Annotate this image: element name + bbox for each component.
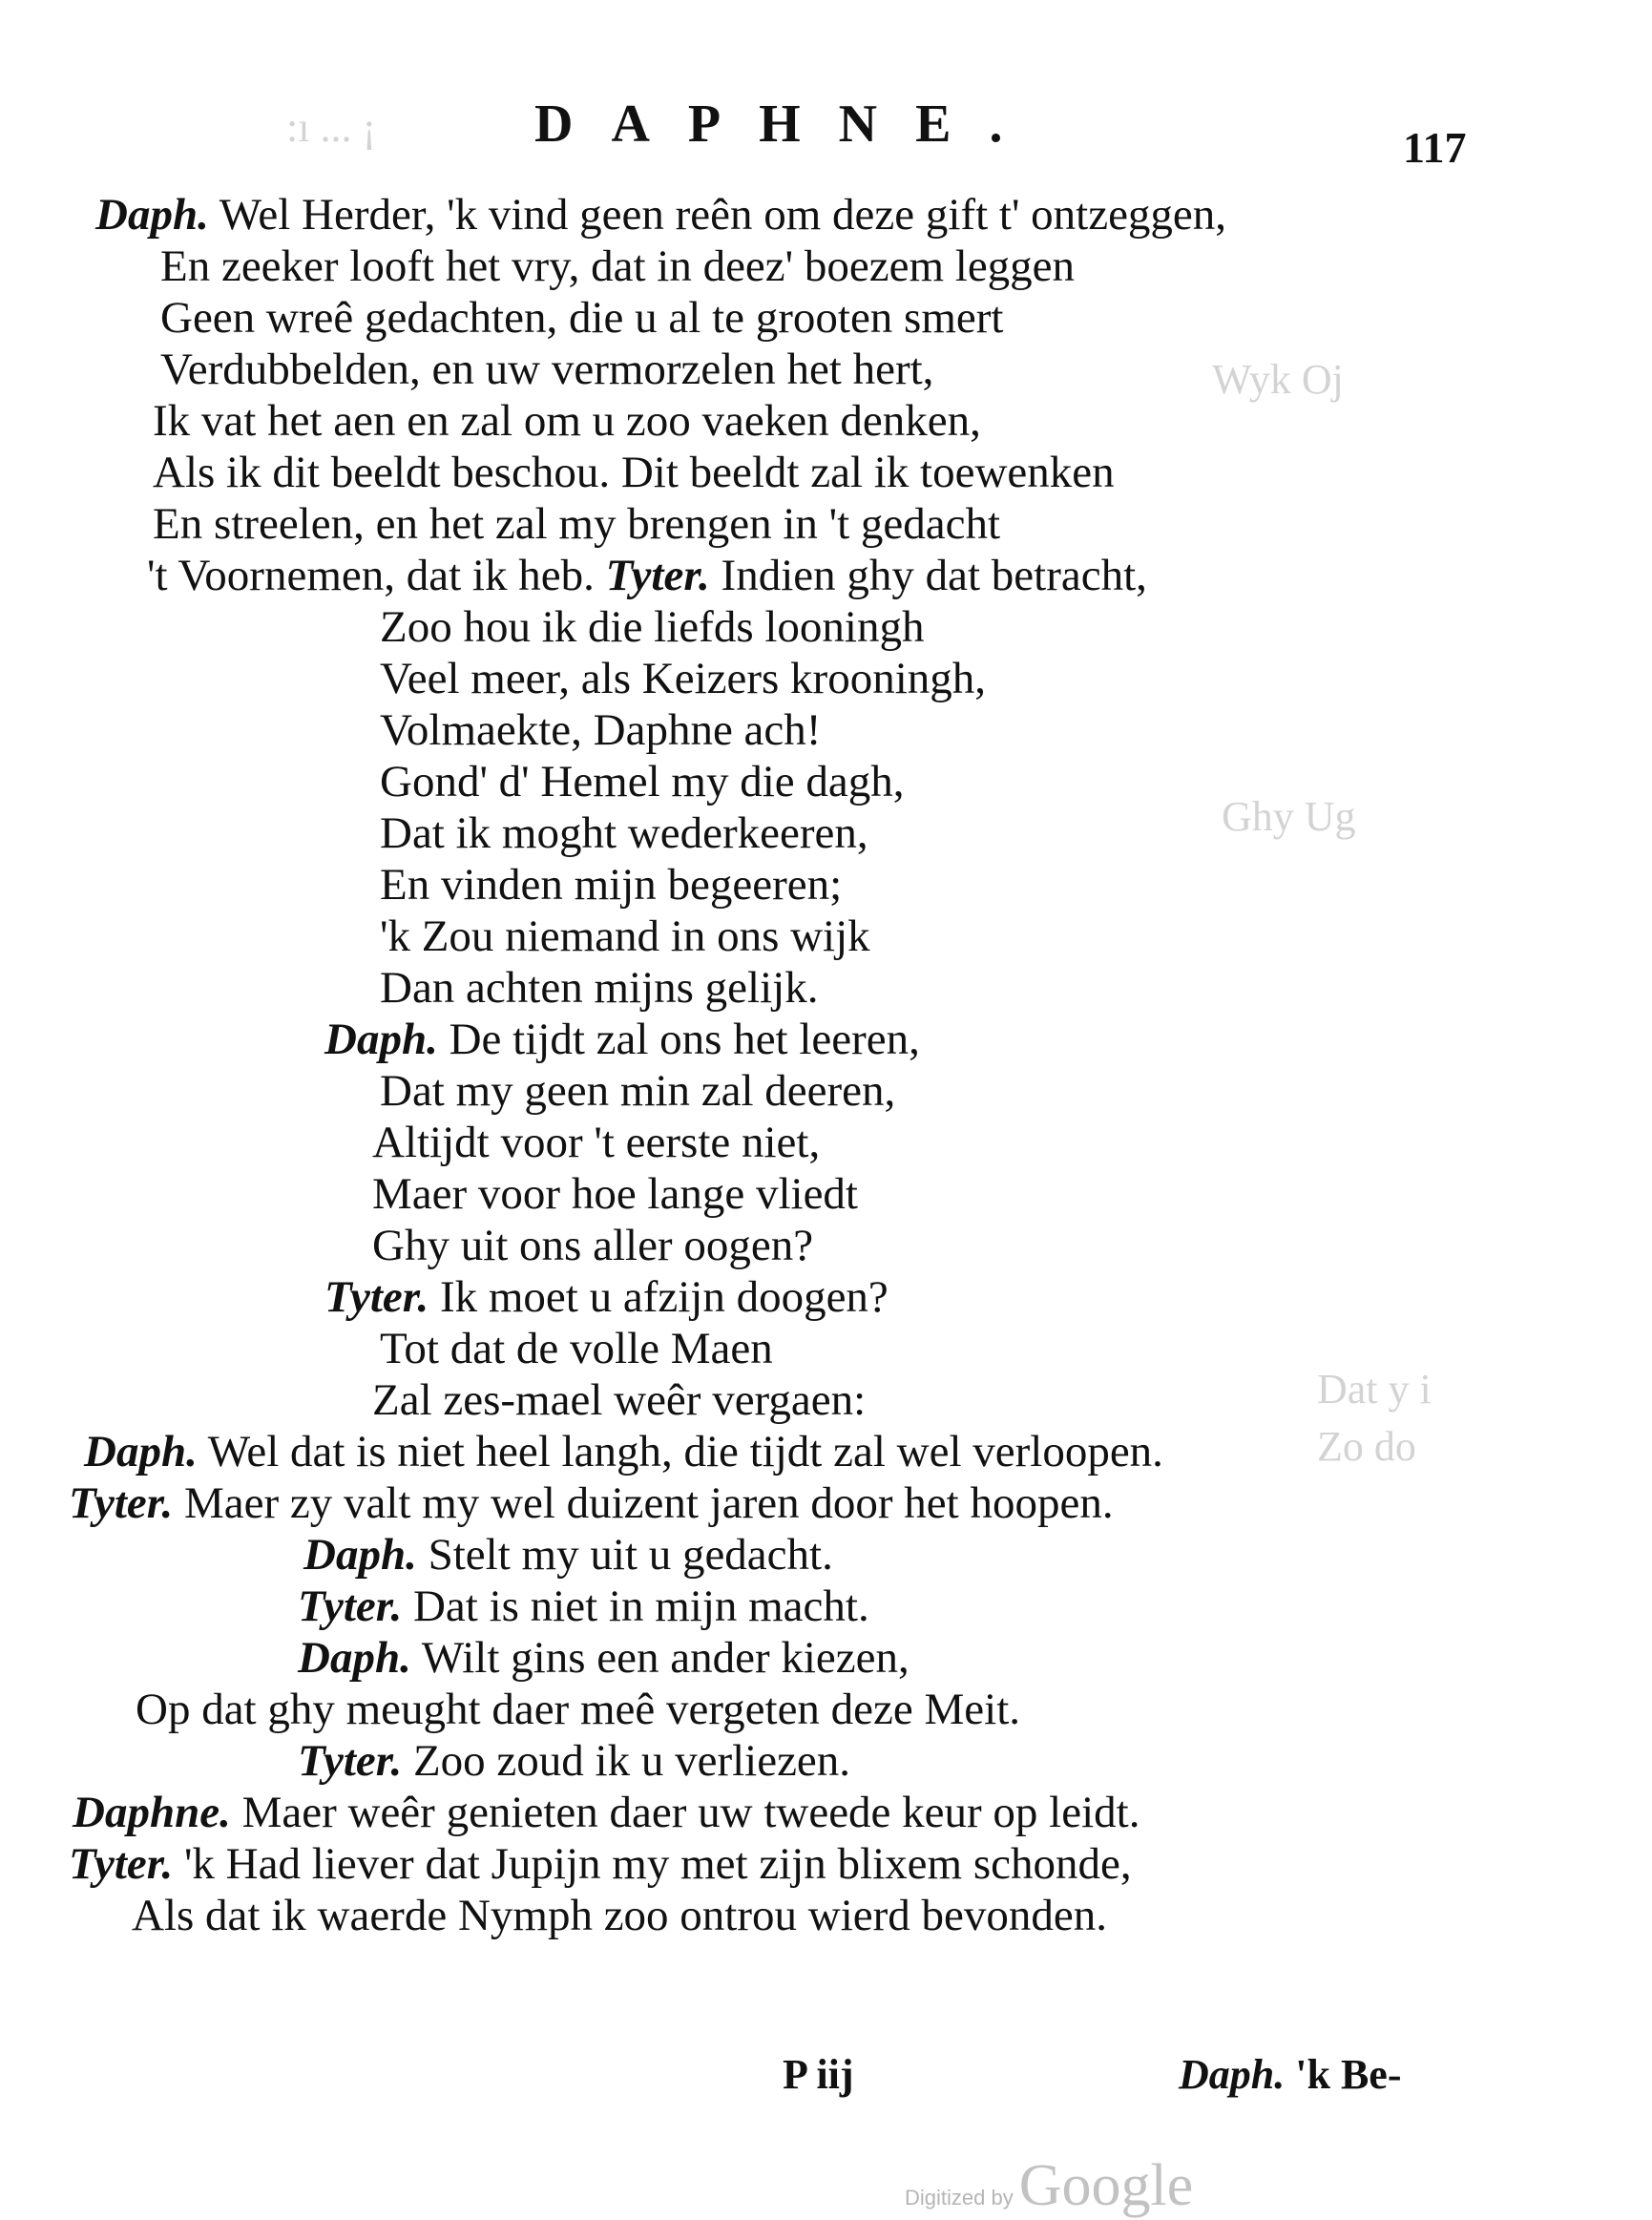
verse-text: En streelen, en het zal my brengen in 't gedacht <box>153 499 1001 549</box>
verse-text: Maer zy valt my wel duizent jaren door het hoopen. <box>183 1478 1114 1528</box>
speaker-name: Daph. <box>95 190 209 240</box>
verse-line <box>73 1787 1140 1838</box>
verse-text: Wel dat is niet heel langh, die tijdt zal wel verloopen. <box>207 1427 1163 1477</box>
verse-line <box>324 1271 889 1323</box>
verse-text: Zal zes-mael weêr vergaen: <box>372 1375 867 1425</box>
verse-line <box>324 1014 920 1065</box>
verse-line <box>136 1684 1020 1735</box>
verse-line <box>380 962 818 1014</box>
verse-text: Gond' d' Hemel my die dagh, <box>380 757 905 806</box>
verse-text: 't Voornemen, dat ik heb. <box>147 551 595 600</box>
verse-text: Verdubbelden, en uw vermorzelen het hert, <box>160 345 934 394</box>
verse-line <box>372 1220 813 1271</box>
verse-line <box>380 756 905 807</box>
verse-text: Altijdt voor 't eerste niet, <box>372 1118 821 1167</box>
verse-text: Dat is niet in mijn macht. <box>412 1581 869 1631</box>
verse-line <box>84 1426 1163 1477</box>
bleed-through-text: Zo do <box>1317 1423 1416 1470</box>
verse-line <box>380 601 924 653</box>
watermark-prefix: Digitized by <box>905 2186 1014 2210</box>
speaker-name: Tyter. <box>324 1272 429 1322</box>
speaker-name: Daph. <box>298 1633 411 1683</box>
bleed-through-text: Ghy Ug <box>1222 793 1356 840</box>
verse-line <box>69 1477 1114 1529</box>
verse-text: Maer voor hoe lange vliedt <box>372 1169 858 1219</box>
verse-line <box>380 1065 895 1117</box>
speaker-name: Daph. <box>303 1530 417 1580</box>
verse-text: En zeeker looft het vry, dat in deez' boezem leggen <box>160 241 1076 291</box>
verse-text: 'k Had liever dat Jupijn my met zijn blixem schonde, <box>183 1839 1132 1889</box>
speaker-name: Tyter. <box>69 1839 174 1889</box>
verse-text: Op dat ghy meught daer meê vergeten deze Meit. <box>136 1685 1021 1734</box>
verse-line <box>380 911 870 962</box>
speaker-name: Daph. <box>84 1427 198 1477</box>
verse-text: Dan achten mijns gelijk. <box>380 963 819 1013</box>
verse-text: 'k Zou niemand in ons wijk <box>380 911 870 961</box>
verse-text: Ik vat het aen en zal om u zoo vaeken denken, <box>153 396 981 446</box>
speaker-name: Tyter. <box>69 1478 174 1528</box>
bleed-through-text: Dat y i <box>1317 1366 1432 1413</box>
page-number: 117 <box>1403 123 1467 172</box>
verse-line <box>380 653 986 704</box>
digitized-watermark <box>905 2152 1193 2220</box>
verse-line <box>372 1117 820 1168</box>
speaker-name: Daph. <box>1179 2051 1286 2098</box>
google-logo: Google <box>1018 2153 1194 2218</box>
verse-text: Als dat ik waerde Nymph zoo ontrou wierd bevonden. <box>132 1891 1107 1940</box>
verse-line <box>380 1323 773 1374</box>
verse-text: Maer weêr genieten daer uw tweede keur op leidt. <box>241 1788 1140 1837</box>
verse-text: En vinden mijn begeeren; <box>380 860 843 910</box>
verse-text: Wel Herder, 'k vind geen reên om deze gift t' ontzeggen, <box>219 190 1227 240</box>
verse-line <box>95 189 1226 241</box>
verse-line <box>380 859 842 911</box>
verse-line <box>372 1168 858 1220</box>
verse-line <box>160 241 1075 292</box>
verse-line <box>372 1374 866 1426</box>
signature-mark: P iij <box>783 2051 854 2098</box>
speaker-name: Tyter. <box>298 1736 403 1786</box>
verse-text: Zoo zoud ik u verliezen. <box>412 1736 851 1786</box>
verse-line <box>298 1581 869 1632</box>
catchword-text: 'k Be- <box>1295 2051 1402 2098</box>
verse-line <box>153 395 981 447</box>
verse-line <box>160 292 1003 344</box>
verse-line <box>132 1890 1107 1941</box>
verse-line <box>380 704 821 756</box>
verse-text: Geen wreê gedachten, die u al te grooten smert <box>160 293 1004 343</box>
verse-text: Dat ik moght wederkeeren, <box>380 808 868 858</box>
verse-line <box>147 550 1147 601</box>
speaker-name: Tyter. <box>298 1581 403 1631</box>
verse-line <box>298 1735 850 1787</box>
verse-line <box>153 498 1000 550</box>
verse-text: Tot dat de volle Maen <box>380 1324 773 1373</box>
bleed-through-text: Wyk Oj <box>1212 356 1344 403</box>
verse-line <box>303 1529 833 1581</box>
verse-text: Zoo hou ik die liefds looningh <box>380 602 925 652</box>
verse-line <box>69 1838 1132 1890</box>
verse-text: Wilt gins een ander kiezen, <box>421 1633 910 1683</box>
verse-text: Als ik dit beeldt beschou. Dit beeldt zal ik toewenken <box>153 448 1115 497</box>
verse-text: Stelt my uit u gedacht. <box>428 1530 833 1580</box>
verse-line <box>380 807 868 859</box>
verse-line <box>298 1632 910 1684</box>
speaker-name: Daph. <box>324 1015 438 1064</box>
verse-text: De tijdt zal ons het leeren, <box>449 1015 920 1064</box>
verse-text: Ghy uit ons aller oogen? <box>372 1221 814 1270</box>
bleed-through-text: :ı ... ¡ <box>286 104 377 151</box>
verse-text: Veel meer, als Keizers krooningh, <box>380 654 987 703</box>
speaker-name: Tyter. <box>605 551 710 600</box>
verse-text: Dat my geen min zal deeren, <box>380 1066 896 1116</box>
verse-line <box>160 344 933 395</box>
verse-text: Indien ghy dat betracht, <box>721 551 1147 600</box>
running-title: DAPHNE. <box>534 94 1041 154</box>
verse-text: Ik moet u afzijn doogen? <box>439 1272 889 1322</box>
verse-line <box>153 447 1115 498</box>
speaker-name: Daphne. <box>73 1788 231 1837</box>
catchword <box>1179 2050 1401 2099</box>
verse-text: Volmaekte, Daphne ach! <box>380 705 822 755</box>
